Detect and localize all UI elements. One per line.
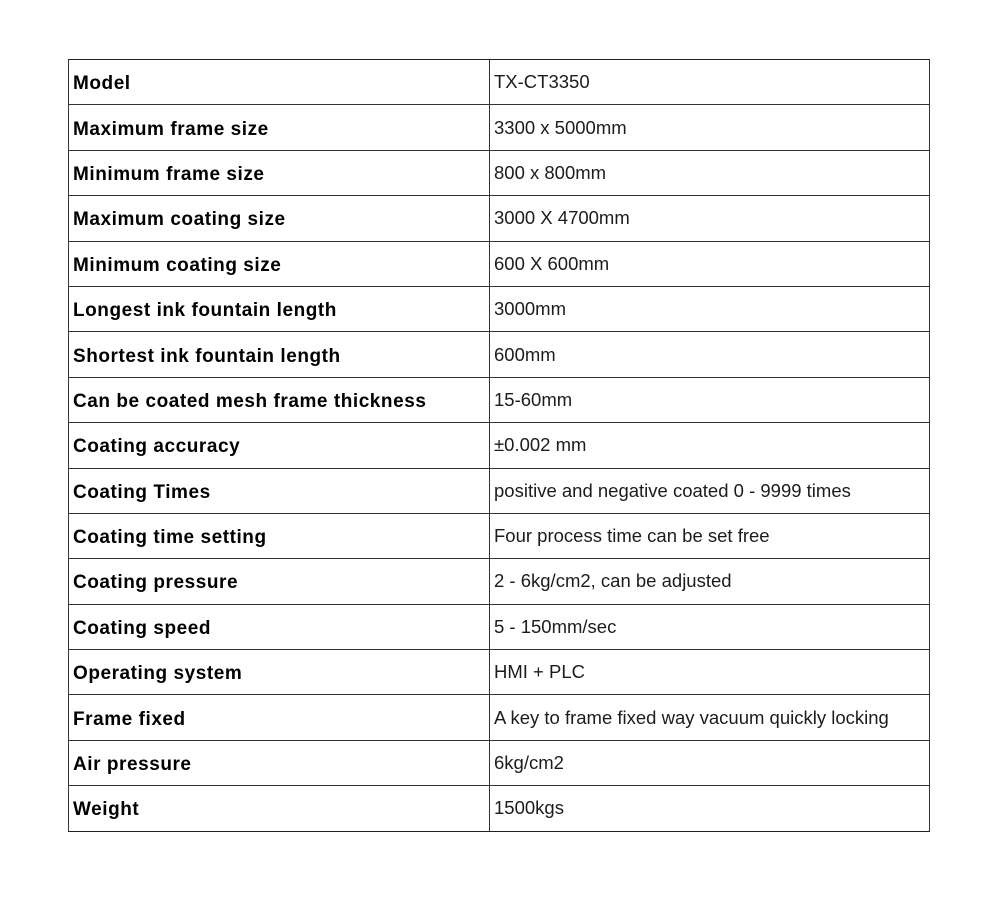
table-row bbox=[69, 105, 930, 150]
table-row bbox=[69, 423, 930, 468]
spec-value-weight: 1500kgs bbox=[490, 786, 930, 831]
spec-value-shortest-ink-fountain: 600mm bbox=[490, 332, 930, 377]
table-row bbox=[69, 241, 930, 286]
table-row bbox=[69, 150, 930, 195]
spec-value-mesh-frame-thickness: 15-60mm bbox=[490, 377, 930, 422]
table-row bbox=[69, 60, 930, 105]
table-row bbox=[69, 559, 930, 604]
spec-value-max-frame-size: 3300 x 5000mm bbox=[490, 105, 930, 150]
table-row bbox=[69, 286, 930, 331]
spec-value-min-coating-size: 600 X 600mm bbox=[490, 241, 930, 286]
spec-value-coating-accuracy: ±0.002 mm bbox=[490, 423, 930, 468]
spec-label-coating-times: Coating Times bbox=[69, 468, 490, 513]
spec-label-coating-speed: Coating speed bbox=[69, 604, 490, 649]
spec-label-air-pressure: Air pressure bbox=[69, 740, 490, 785]
spec-label-weight: Weight bbox=[69, 786, 490, 831]
spec-label-coating-pressure: Coating pressure bbox=[69, 559, 490, 604]
spec-value-longest-ink-fountain: 3000mm bbox=[490, 286, 930, 331]
table-row bbox=[69, 196, 930, 241]
table-row bbox=[69, 650, 930, 695]
table-row bbox=[69, 513, 930, 558]
spec-value-air-pressure: 6kg/cm2 bbox=[490, 740, 930, 785]
spec-value-min-frame-size: 800 x 800mm bbox=[490, 150, 930, 195]
table-row bbox=[69, 604, 930, 649]
spec-label-max-frame-size: Maximum frame size bbox=[69, 105, 490, 150]
spec-label-coating-accuracy: Coating accuracy bbox=[69, 423, 490, 468]
spec-table-body bbox=[69, 60, 930, 832]
table-row bbox=[69, 786, 930, 831]
spec-value-max-coating-size: 3000 X 4700mm bbox=[490, 196, 930, 241]
table-row bbox=[69, 740, 930, 785]
spec-label-frame-fixed: Frame fixed bbox=[69, 695, 490, 740]
spec-value-coating-pressure: 2 - 6kg/cm2, can be adjusted bbox=[490, 559, 930, 604]
spec-table bbox=[68, 59, 930, 832]
spec-label-shortest-ink-fountain: Shortest ink fountain length bbox=[69, 332, 490, 377]
spec-value-coating-speed: 5 - 150mm/sec bbox=[490, 604, 930, 649]
spec-label-coating-time-setting: Coating time setting bbox=[69, 513, 490, 558]
table-row bbox=[69, 468, 930, 513]
spec-label-mesh-frame-thickness: Can be coated mesh frame thickness bbox=[69, 377, 490, 422]
table-row bbox=[69, 332, 930, 377]
table-row bbox=[69, 377, 930, 422]
spec-value-frame-fixed: A key to frame fixed way vacuum quickly locking bbox=[490, 695, 930, 740]
spec-value-operating-system: HMI + PLC bbox=[490, 650, 930, 695]
spec-label-longest-ink-fountain: Longest ink fountain length bbox=[69, 286, 490, 331]
spec-value-coating-time-setting: Four process time can be set free bbox=[490, 513, 930, 558]
table-row bbox=[69, 695, 930, 740]
spec-label-operating-system: Operating system bbox=[69, 650, 490, 695]
spec-value-coating-times: positive and negative coated 0 - 9999 times bbox=[490, 468, 930, 513]
spec-label-max-coating-size: Maximum coating size bbox=[69, 196, 490, 241]
spec-label-min-frame-size: Minimum frame size bbox=[69, 150, 490, 195]
spec-label-model: Model bbox=[69, 60, 490, 105]
spec-value-model: TX-CT3350 bbox=[490, 60, 930, 105]
spec-label-min-coating-size: Minimum coating size bbox=[69, 241, 490, 286]
